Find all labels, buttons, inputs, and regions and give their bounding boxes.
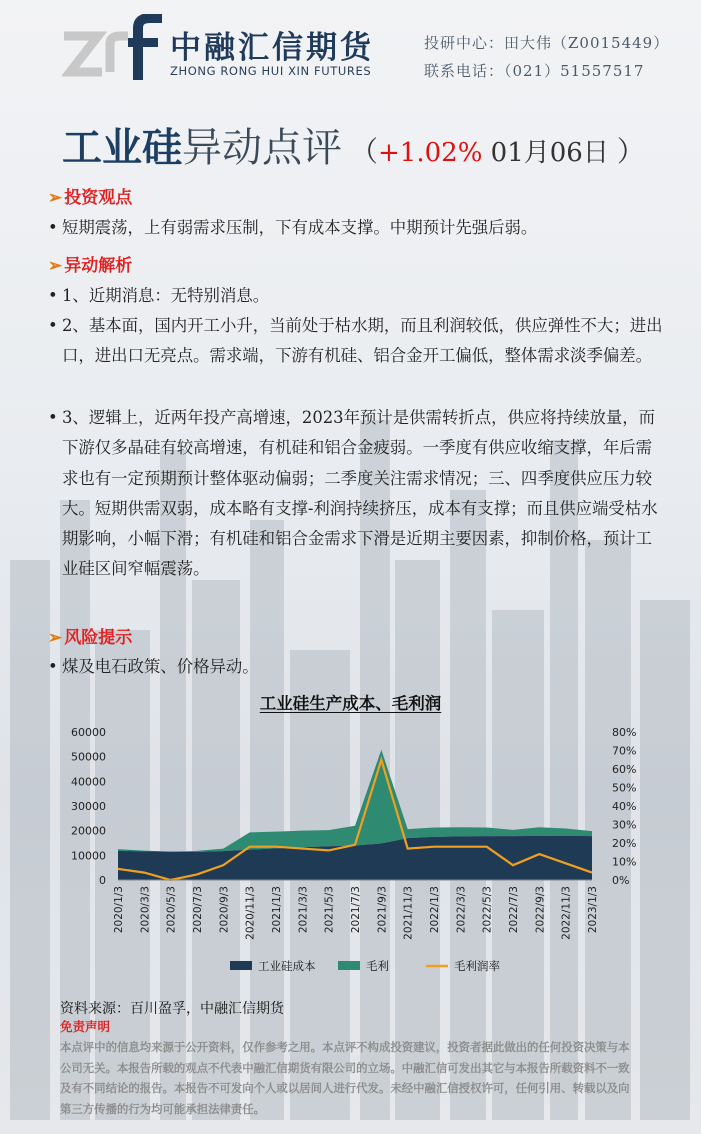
x-axis-tick-label: 2020/5/3: [165, 886, 178, 934]
right-axis-tick-label: 30%: [612, 818, 637, 832]
section-heading-view: ➢ 投资观点: [48, 188, 133, 208]
view-text: • 短期震荡，上有弱需求压制，下有成本支撑。中期预计先强后弱。: [48, 218, 538, 237]
left-axis-tick-label: 40000: [71, 775, 106, 789]
x-axis-tick-label: 2021/1/3: [271, 886, 283, 934]
left-axis-tick-label: 50000: [71, 750, 106, 764]
right-axis-tick-label: 80%: [612, 726, 637, 739]
title-paren-open: （: [350, 135, 379, 168]
title-paren-close: ）: [616, 135, 645, 168]
x-axis-tick-label: 2022/5/3: [481, 886, 494, 934]
x-axis-tick-label: 2022/7/3: [508, 886, 520, 934]
right-axis-tick-label: 70%: [612, 744, 637, 758]
right-axis-tick-label: 20%: [612, 837, 637, 850]
risk-text: • 煤及电石政策、价格异动。: [48, 657, 259, 676]
left-axis-tick-label: 0: [99, 874, 106, 887]
right-axis-tick-label: 60%: [612, 763, 637, 776]
x-axis-tick-label: 2021/7/3: [350, 886, 362, 934]
legend-label: 工业硅成本: [258, 959, 316, 973]
right-axis-tick-label: 10%: [612, 855, 637, 869]
left-axis-tick-label: 30000: [71, 800, 106, 813]
report-date: 01月06日: [482, 138, 609, 168]
left-axis-tick-label: 60000: [71, 726, 106, 739]
analysis-point-1: • 1、近期消息：无特别消息。: [48, 286, 270, 305]
x-axis-tick-label: 2021/3/3: [297, 886, 310, 934]
x-axis-tick-label: 2020/7/3: [192, 886, 204, 934]
x-axis-tick-label: 2023/1/3: [587, 886, 599, 934]
right-axis-tick-label: 40%: [612, 800, 637, 813]
x-axis-tick-label: 2022/11/3: [560, 886, 573, 940]
section-heading-risk: ➢ 风险提示: [48, 628, 133, 648]
x-axis-tick-label: 2022/1/3: [429, 886, 441, 934]
price-change: +1.02%: [378, 138, 483, 168]
company-name-en: ZHONG RONG HUI XIN FUTURES: [170, 64, 372, 78]
x-axis-tick-label: 2020/3/3: [139, 886, 152, 934]
x-axis-tick-label: 2021/9/3: [376, 886, 389, 934]
left-axis-tick-label: 20000: [71, 824, 106, 838]
analysis-point-2: • 2、基本面，国内开工小升，当前处于枯水期，而且利润较低，供应弹性不大；进出口，进出口无亮点。需求端，下游有机硅、铝合金开工偏低，整体需求淡季偏差。: [48, 316, 663, 366]
page-title: [62, 116, 645, 173]
researcher-info: 投研中心：田大伟（Z0015449）: [424, 34, 670, 52]
x-axis-tick-label: 2020/9/3: [218, 886, 231, 934]
arrow-icon: ➢: [48, 188, 63, 208]
chart-title: 工业硅生产成本、毛利润: [259, 694, 442, 713]
x-axis-tick-label: 2021/5/3: [323, 886, 336, 934]
title-sub: 异动点评: [182, 125, 342, 171]
x-axis-tick-label: 2020/11/3: [244, 886, 257, 940]
legend-swatch: [230, 961, 252, 970]
company-logo-icon: [62, 14, 164, 80]
arrow-icon: ➢: [48, 628, 63, 648]
x-axis-tick-label: 2020/1/3: [113, 886, 125, 934]
cost-profit-chart: [60, 718, 660, 988]
left-axis-tick-label: 10000: [71, 849, 106, 863]
right-axis-tick-label: 50%: [612, 781, 637, 795]
x-axis-tick-label: 2022/9/3: [534, 886, 547, 934]
disclaimer-text: 本点评中的信息均来源于公开资料，仅作参考之用。本点评不构成投资建议，投资者据此做出的任何投资决策与本公司无关。本报告所载的观点不代表中融汇信期货有限公司的立场。中融汇信可发出其它与本报告所载资料不一致及有不同结论的报告。本报告不可发向个人或以居间人进行代发。未经中融汇信授权许可，任何引用、转载以及向第三方传播的行为均可能承担法律责任。: [60, 1040, 630, 1116]
arrow-icon: ➢: [48, 256, 63, 276]
phone-info: 联系电话：（021）51557517: [424, 62, 645, 80]
company-name-cn: 中融汇信期货: [170, 30, 374, 66]
analysis-point-3: • 3、逻辑上，近两年投产高增速，2023年预计是供需转折点，供应将持续放量，而下游仅多晶硅有较高增速，有机硅和铝合金疲弱。一季度有供应收缩支撑，年后需求也有一定预期预计整体驱动偏弱；二季度关注需求情况；三、四季度供应压力较大。短期供需双弱，成本略有支撑-利润持续挤压，成本有支撑；而且供应端受枯水期影响，小幅下滑；有机硅和铝合金需求下滑是近期主要因素，抑制价格，预计工业硅区间窄幅震荡。: [48, 408, 658, 579]
legend-label: 毛利润率: [454, 959, 500, 973]
x-axis-tick-label: 2022/3/3: [455, 886, 468, 934]
data-source: 资料来源：百川盈孚，中融汇信期货: [60, 1001, 284, 1017]
disclaimer-heading: 免责声明: [60, 1019, 111, 1034]
legend-swatch: [338, 961, 360, 970]
legend-label: 毛利: [366, 959, 389, 973]
right-axis-tick-label: 0%: [612, 874, 630, 887]
x-axis-tick-label: 2021/11/3: [402, 886, 415, 940]
title-main: 工业硅: [62, 124, 182, 171]
section-heading-analysis: ➢ 异动解析: [48, 256, 133, 276]
